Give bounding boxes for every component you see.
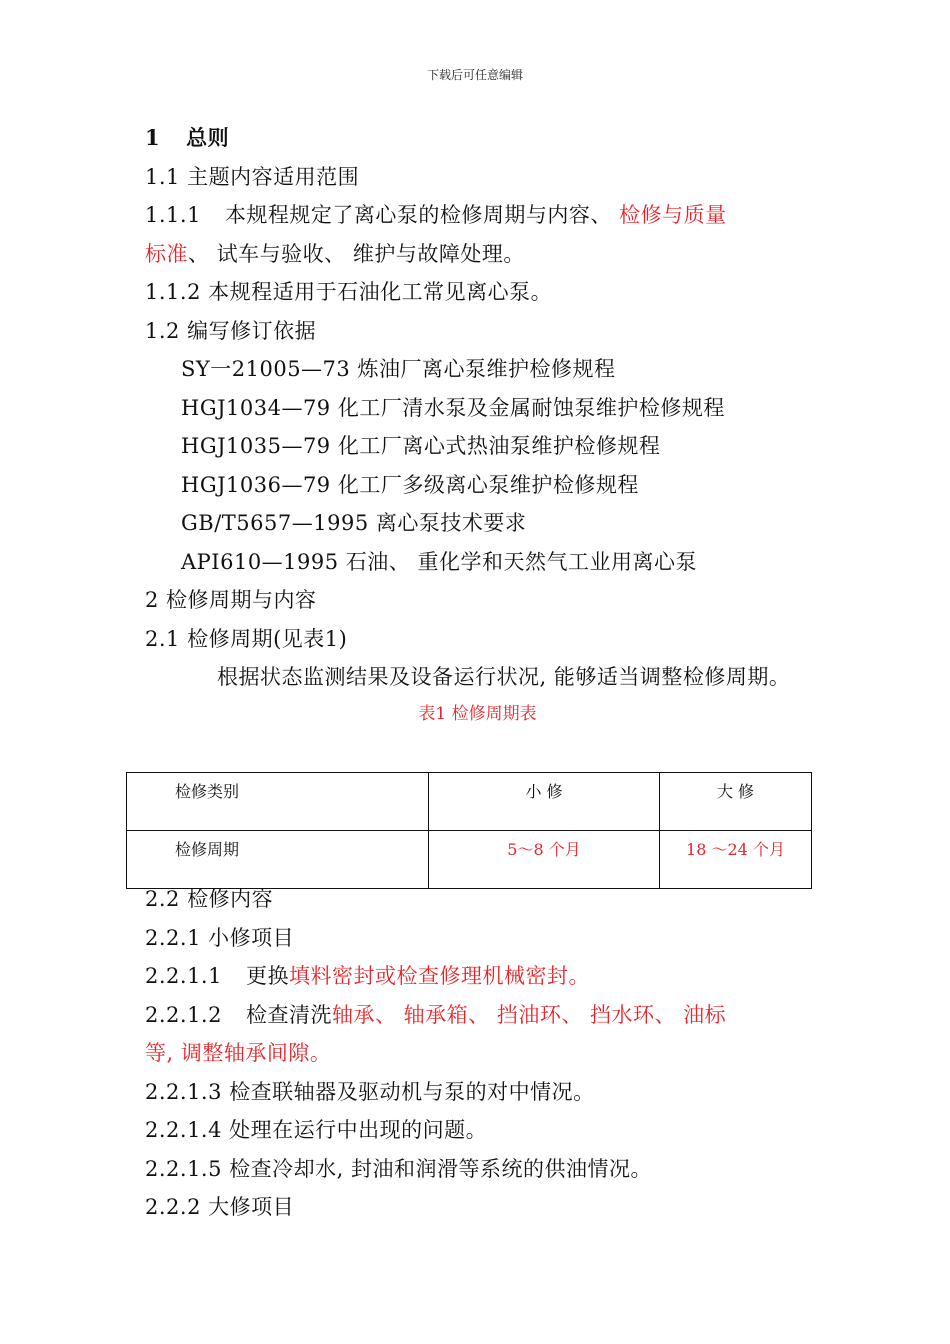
section-1-heading [145,119,810,158]
table-cell: 5～8 个月 [429,831,660,889]
reference-item: HGJ1036—79 化工厂多级离心泵维护检修规程 [181,472,639,497]
section-2-2-1-1-highlight: 填料密封或检查修理机械密封。 [288,964,590,988]
reference-item: HGJ1035—79 化工厂离心式热油泵维护检修规程 [181,434,661,458]
reference-item: SY一21005—73 炼油厂离心泵维护检修规程 [181,357,616,381]
section-2-1-paragraph: 根据状态监测结果及设备运行状况, 能够适当调整检修周期。 [217,665,791,689]
section-2-2-1-1-number: 2.2.1.1 [145,964,222,988]
table-cell: 检修周期 [127,831,429,889]
section-1-2: 1.2 编写修订依据 [145,318,317,343]
table-header-cell: 检修类别 [127,773,429,831]
section-1-1-1-line2 [145,235,810,274]
section-2-1: 2.1 检修周期(见表1) [145,626,348,651]
section-2-2-1-3: 2.2.1.3 检查联轴器及驱动机与泵的对中情况。 [145,1079,595,1104]
section-1-1-2: 1.1.2 本规程适用于石油化工常见离心泵。 [145,280,553,304]
reference-item: GB/T5657—1995 离心泵技术要求 [181,511,527,535]
section-1-number: 1 [145,125,161,150]
section-2-2-1-5: 2.2.1.5 检查冷却水, 封油和润滑等系统的供油情况。 [145,1156,652,1181]
section-1-title: 总则 [186,125,230,150]
section-2-2-1-2-highlight: 轴承、 轴承箱、 挡油环、 挡水环、 油标 [331,1002,727,1027]
section-2-2-1-2-number: 2.2.1.2 [145,1002,222,1027]
section-2-2-1-2-highlight-cont: 等, 调整轴承间隙。 [145,1041,332,1065]
section-1-1-1-line1 [145,196,810,235]
table-caption: 表1 检修周期表 [418,703,537,724]
section-1-1-1-text-cont: 、 试车与验收、 维护与故障处理。 [188,241,525,266]
section-1-1-1-highlight-cont: 标准 [145,241,188,266]
table-header-row [127,773,812,831]
section-2-heading: 2 检修周期与内容 [145,588,317,612]
section-2-2-1-2-line2 [145,1034,810,1073]
section-1-1: 1.1 主题内容适用范围 [145,164,360,189]
page-header-note: 下载后可任意编辑 [426,68,523,82]
section-2-2-1-1 [145,957,810,996]
maintenance-cycle-table [126,772,812,889]
reference-item: HGJ1034—79 化工厂清水泵及金属耐蚀泵维护检修规程 [181,395,725,420]
section-2-2-1-2-line1 [145,996,810,1035]
section-1-1-1-number: 1.1.1 [145,203,201,227]
section-1-1-1-highlight: 检修与质量 [619,203,727,227]
section-2-2-2: 2.2.2 大修项目 [145,1195,295,1219]
document-body-lower [145,880,810,1227]
reference-item: API610—1995 石油、 重化学和天然气工业用离心泵 [181,549,697,574]
table-header-cell: 小 修 [429,773,660,831]
document-body [145,119,810,729]
section-1-1-1-text: 本规程规定了离心泵的检修周期与内容、 [224,203,620,227]
section-2-2-1-1-text: 更换 [245,964,289,988]
section-2-2: 2.2 检修内容 [145,887,274,911]
table-cell: 18 ～24 个月 [660,831,812,889]
section-2-2-1: 2.2.1 小修项目 [145,925,295,950]
section-2-2-1-4: 2.2.1.4 处理在运行中出现的问题。 [145,1118,488,1142]
section-2-2-1-2-text: 检查清洗 [245,1002,332,1027]
table-header-cell: 大 修 [660,773,812,831]
